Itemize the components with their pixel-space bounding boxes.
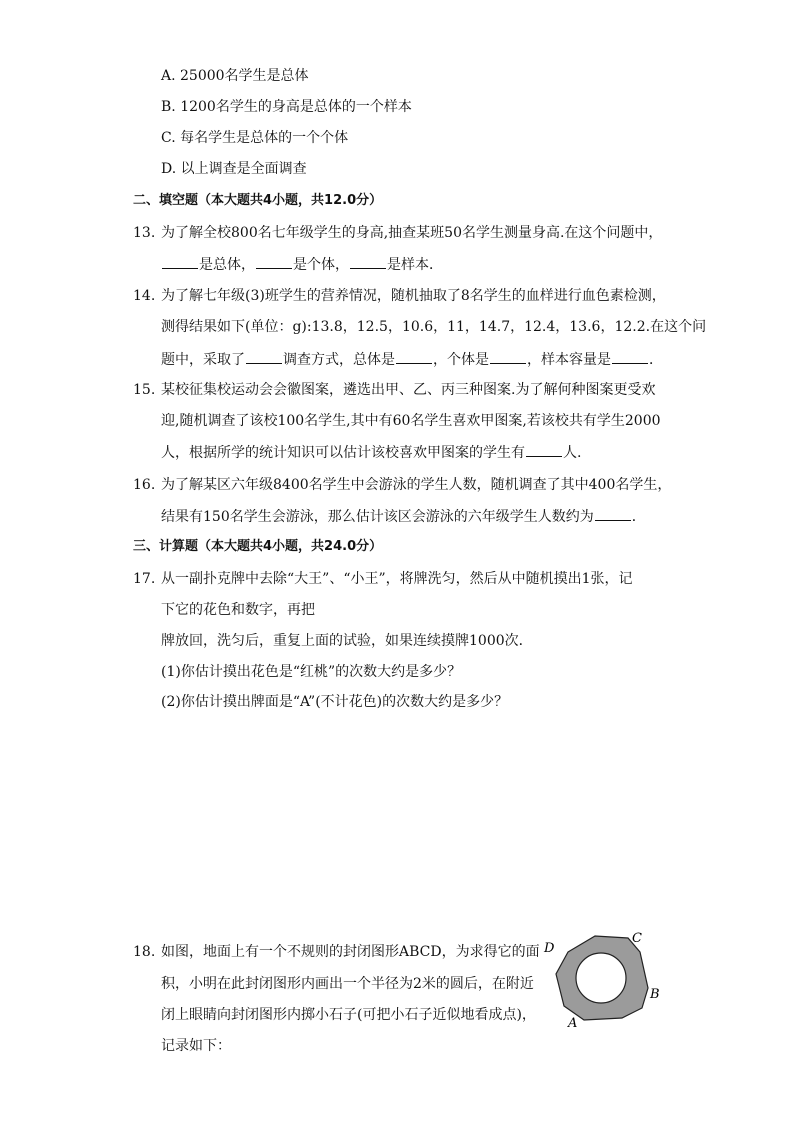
question-13-number: 13. <box>133 225 156 241</box>
question-17-number: 17. <box>133 571 156 587</box>
text-segment: 是样本． <box>387 257 443 273</box>
question-17-line-2: 下它的花色和数字，再把 <box>161 602 315 618</box>
text-segment: 调查方式，总体是 <box>283 352 395 368</box>
question-18-line-4: 记录如下： <box>161 1038 231 1054</box>
text-segment: ． <box>649 352 663 368</box>
text-segment: 题中，采取了 <box>161 352 245 368</box>
question-14-number: 14. <box>133 288 156 304</box>
answer-blank <box>396 349 432 364</box>
label-d: D <box>544 941 555 956</box>
question-17-line-3: 牌放回，洗匀后，重复上面的试验，如果连续摸牌1000次． <box>161 633 533 649</box>
text-segment: ，个体是 <box>433 352 489 368</box>
question-17-line-1: 从一副扑克牌中去除“大王”、“小王”，将牌洗匀，然后从中随机摸出1张，记 <box>161 571 633 587</box>
question-18-line-2: 积，小明在此封闭图形内画出一个半径为2米的圆后，在附近 <box>161 976 534 992</box>
answer-blank <box>256 254 292 269</box>
question-15-number: 15. <box>133 382 156 398</box>
question-14-line-2: 测得结果如下(单位：g):13.8，12.5，10.6，11，14.7，12.4，13.6，12.2.在这个问 <box>161 319 707 335</box>
option-c: C. 每名学生是总体的一个个体 <box>161 130 349 146</box>
question-18-number: 18. <box>133 944 156 960</box>
question-16-line-2 <box>161 506 646 527</box>
section-fill-blank-heading: 二、填空题（本大题共4小题，共12.0分） <box>133 193 383 208</box>
answer-blank <box>490 349 526 364</box>
label-c: C <box>632 931 642 946</box>
question-17-sub-1: (1)你估计摸出花色是“红桃”的次数大约是多少？ <box>161 664 462 680</box>
label-a: A <box>568 1016 578 1030</box>
question-17-sub-2: (2)你估计摸出牌面是“A”(不计花色)的次数大约是多少？ <box>161 694 509 710</box>
closed-shape-figure <box>540 930 670 1030</box>
text-segment: 人，根据所学的统计知识可以估计该校喜欢甲图案的学生有 <box>161 445 525 461</box>
question-16-number: 16. <box>133 477 156 493</box>
question-13-line-2 <box>161 254 443 275</box>
text-segment: ． <box>631 509 646 525</box>
answer-blank <box>595 506 631 521</box>
inner-circle <box>576 953 626 1003</box>
text-segment: 结果有150名学生会游泳，那么估计该区会游泳的六年级学生人数约为 <box>161 509 594 525</box>
question-18-line-3: 闭上眼睛向封闭图形内掷小石子(可把小石子近似地看成点)， <box>161 1007 536 1023</box>
answer-blank <box>350 254 386 269</box>
answer-blank <box>246 349 282 364</box>
question-14-line-3 <box>161 349 663 370</box>
option-d: D. 以上调查是全面调查 <box>161 161 307 177</box>
text-segment: 是总体， <box>199 257 255 273</box>
answer-blank <box>162 254 198 269</box>
question-15-line-1: 某校征集校运动会会徽图案，遴选出甲、乙、丙三种图案.为了解何种图案更受欢 <box>161 382 656 398</box>
answer-blank <box>526 442 562 457</box>
text-segment: 人. <box>563 445 582 461</box>
label-b: B <box>650 987 660 1002</box>
option-a: A. 25000名学生是总体 <box>161 68 309 84</box>
question-16-line-1: 为了解某区六年级8400名学生中会游泳的学生人数，随机调查了其中400名学生， <box>161 477 672 493</box>
answer-blank <box>612 349 648 364</box>
question-18-line-1: 如图，地面上有一个不规则的封闭图形ABCD，为求得它的面 <box>161 944 540 960</box>
question-13-line-1: 为了解全校800名七年级学生的身高,抽查某班50名学生测量身高.在这个问题中， <box>161 225 663 241</box>
section-calculation-heading: 三、计算题（本大题共4小题，共24.0分） <box>133 539 383 554</box>
option-b: B. 1200名学生的身高是总体的一个样本 <box>161 99 412 115</box>
question-14-line-1: 为了解七年级(3)班学生的营养情况，随机抽取了8名学生的血样进行血色素检测， <box>161 288 666 304</box>
text-segment: ，样本容量是 <box>527 352 611 368</box>
question-15-line-2: 迎,随机调查了该校100名学生,其中有60名学生喜欢甲图案,若该校共有学生2000 <box>161 413 661 429</box>
text-segment: 是个体， <box>293 257 349 273</box>
question-15-line-3 <box>161 442 581 463</box>
